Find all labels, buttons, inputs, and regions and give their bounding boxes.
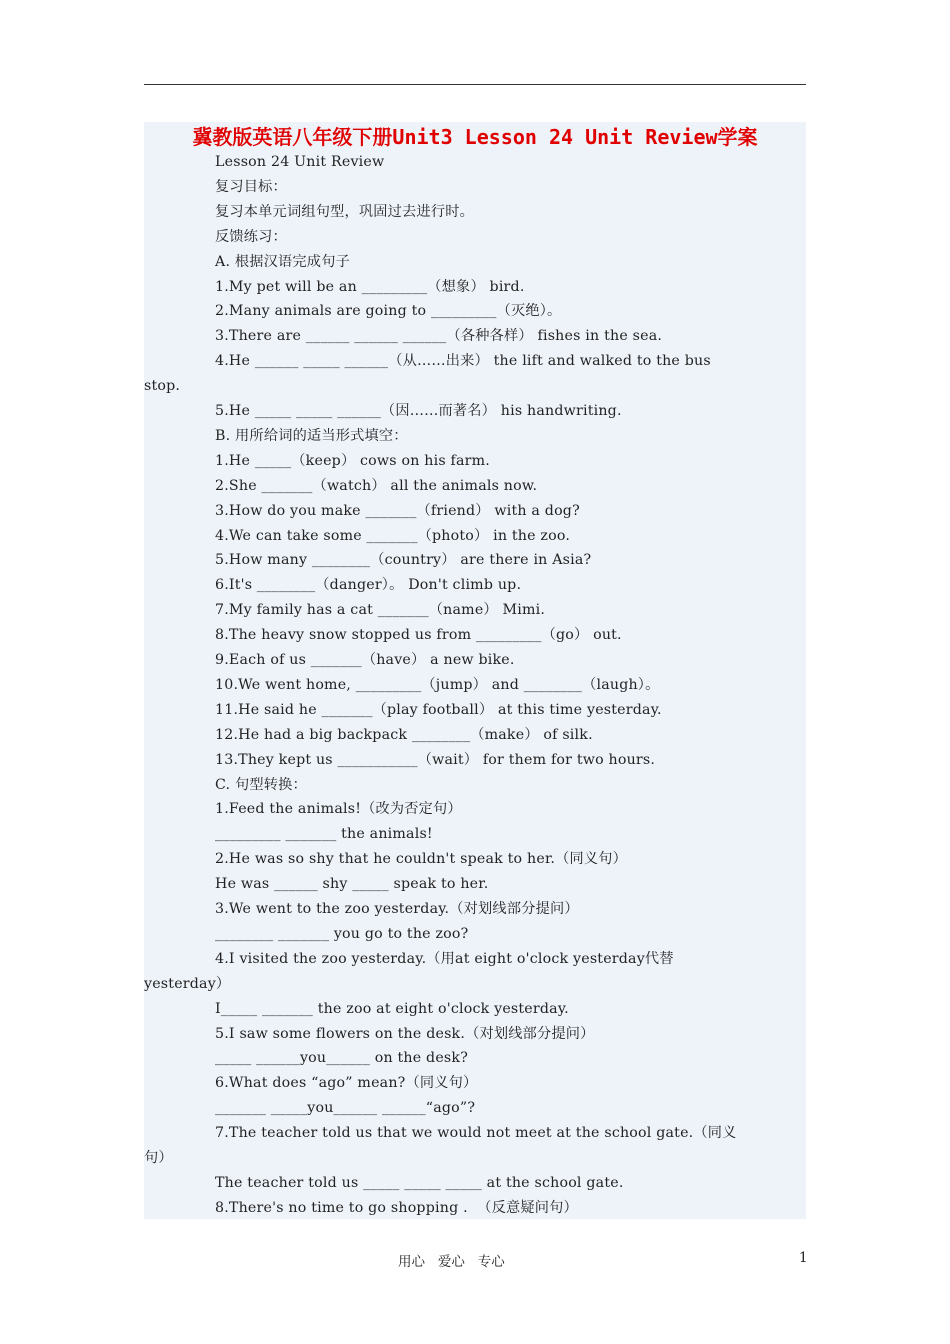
- worksheet-line: ________ _______ you go to the zoo?: [215, 925, 469, 942]
- worksheet-line: 3.How do you make _______（friend） with a dog?: [215, 502, 580, 519]
- worksheet-line: 3.There are ______ ______ ______（各种各样） fishes in the sea.: [215, 328, 663, 345]
- worksheet-line: 5.How many ________（country） are there in Asia?: [215, 552, 592, 569]
- worksheet-line: 5.He _____ _____ ______（因……而著名） his handwriting.: [215, 403, 622, 419]
- worksheet-line: 复习目标：: [215, 178, 287, 195]
- worksheet-line: He was ______ shy _____ speak to her.: [215, 876, 489, 893]
- worksheet-line: 6.What does “ago” mean?（同义句）: [215, 1075, 478, 1092]
- worksheet-line: 2.He was so shy that he couldn't speak to her.（同义句）: [215, 851, 628, 868]
- worksheet-line: 复习本单元词组句型，巩固过去进行时。: [215, 203, 474, 220]
- worksheet-line: yesterday）: [144, 975, 231, 992]
- worksheet-line: 6.It's ________（danger）。 Don't climb up.: [215, 577, 522, 594]
- worksheet-line: 11.He said he _______（play football） at this time yesterday.: [215, 701, 662, 718]
- worksheet-line: _____ ______you______ on the desk?: [215, 1050, 469, 1067]
- worksheet-line: A. 根据汉语完成句子: [215, 253, 350, 270]
- footer-motto: 用心 爱心 专心: [398, 1254, 505, 1270]
- header-rule: [144, 84, 806, 85]
- worksheet-line: 7.My family has a cat _______（name） Mimi.: [215, 602, 546, 619]
- worksheet-line: The teacher told us _____ _____ _____ at the school gate.: [215, 1174, 624, 1191]
- worksheet-line: 7.The teacher told us that we would not meet at the school gate.（同义: [215, 1125, 737, 1142]
- worksheet-line: Lesson 24 Unit Review: [215, 154, 385, 170]
- worksheet-line: 5.I saw some flowers on the desk.（对划线部分提问）: [215, 1025, 595, 1042]
- worksheet-line: 13.They kept us ___________（wait） for them for two hours.: [215, 751, 656, 768]
- worksheet-line: 2.Many animals are going to _________（灭绝）。: [215, 303, 562, 320]
- worksheet-line: 反馈练习：: [215, 228, 287, 245]
- worksheet-line: _________ _______ the animals!: [215, 826, 433, 843]
- worksheet-line: B. 用所给词的适当形式填空：: [215, 427, 408, 444]
- worksheet-line: 8.There's no time to go shopping . （反意疑问句）: [215, 1199, 578, 1216]
- worksheet-line: 3.We went to the zoo yesterday.（对划线部分提问）: [215, 901, 579, 917]
- worksheet-line: I_____ _______ the zoo at eight o'clock yesterday.: [215, 1000, 569, 1017]
- worksheet-line: 8.The heavy snow stopped us from _________（go） out.: [215, 627, 622, 644]
- worksheet-line: 4.We can take some _______（photo） in the zoo.: [215, 527, 571, 544]
- worksheet-line: 1.My pet will be an _________（想象） bird.: [215, 278, 525, 295]
- worksheet-line: stop.: [144, 378, 181, 395]
- worksheet-line: 12.He had a big backpack ________（make） of silk.: [215, 726, 593, 743]
- worksheet-line: 1.He _____（keep） cows on his farm.: [215, 452, 490, 469]
- worksheet-line: 4.I visited the zoo yesterday.（用at eight o'clock yesterday代替: [215, 950, 674, 967]
- worksheet-line: 10.We went home, _________（jump） and ________（laugh）。: [215, 676, 660, 693]
- worksheet-line: C. 句型转换：: [215, 776, 307, 793]
- page-number: 1: [799, 1250, 808, 1266]
- worksheet-line: 4.He ______ _____ ______（从……出来） the lift and walked to the bus: [215, 353, 711, 370]
- worksheet-line: 句）: [144, 1150, 173, 1166]
- worksheet-line: _______ _____you______ ______“ago”?: [215, 1100, 476, 1117]
- document-title: 冀教版英语八年级下册Unit3 Lesson 24 Unit Review学案: [192, 125, 758, 149]
- worksheet-line: 2.She _______（watch） all the animals now.: [215, 477, 538, 494]
- worksheet-line: 9.Each of us _______（have） a new bike.: [215, 652, 515, 668]
- worksheet-line: 1.Feed the animals!（改为否定句）: [215, 801, 462, 818]
